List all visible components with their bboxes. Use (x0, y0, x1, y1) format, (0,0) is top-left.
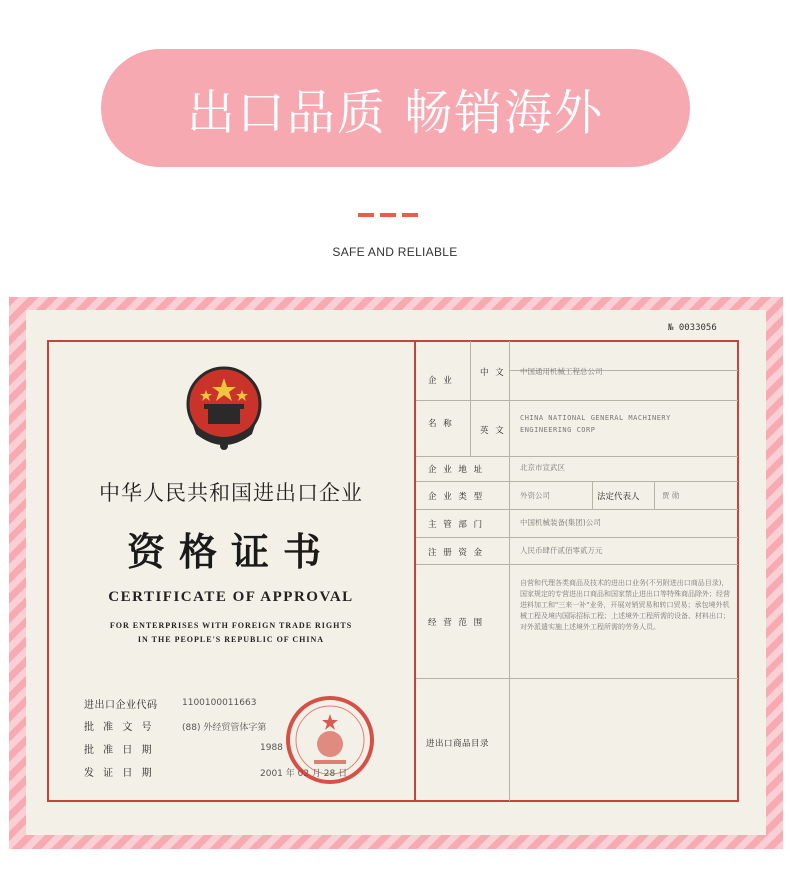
label-catalog: 进出口商品目录 (426, 739, 490, 749)
label-type: 企 业 类 型 (428, 492, 485, 502)
label-cn: 中 文 (480, 368, 506, 378)
field-value-approval-no: (88) 外经贸管体字第 (182, 723, 267, 733)
label-company: 企 业 (428, 376, 454, 386)
label-scope: 经 营 范 围 (428, 618, 485, 628)
table-rule (470, 341, 471, 456)
certificate-title-big: 资格证书 (126, 529, 335, 574)
value-rep: 贾 勋 (662, 491, 680, 500)
value-name-cn: 中国通用机械工程总公司 (520, 367, 603, 376)
tagline: SAFE AND RELIABLE (332, 245, 458, 259)
value-address: 北京市宣武区 (520, 463, 565, 472)
official-seal-icon (284, 694, 376, 786)
field-label-approval-no: 批 准 文 号 (84, 722, 155, 733)
certificate-number: № 0033056 (668, 323, 717, 333)
table-rule (416, 509, 738, 510)
label-capital: 注 册 资 金 (428, 548, 485, 558)
details-table (416, 341, 738, 801)
field-label-code: 进出口企业代码 (84, 700, 158, 711)
table-rule (509, 341, 510, 678)
table-rule (416, 481, 738, 482)
field-label-issue-date: 发 证 日 期 (84, 768, 155, 779)
field-label-approval-date: 批 准 日 期 (84, 745, 155, 756)
field-value-issue-date: 2001 年 02 月 28 日 (260, 769, 348, 779)
headline-text: 出口品质 畅销海外 (186, 84, 605, 141)
label-en: 英 文 (480, 426, 506, 436)
field-value-approval-date: 1988 (260, 743, 283, 753)
certificate-subtitle-en-1: FOR ENTERPRISES WITH FOREIGN TRADE RIGHTS (109, 621, 353, 630)
label-address: 企 业 地 址 (428, 465, 485, 475)
table-rule (592, 481, 593, 509)
table-rule (416, 564, 738, 565)
table-rule (416, 400, 738, 401)
table-rule (416, 537, 738, 538)
national-emblem-icon (178, 362, 270, 454)
value-capital: 人民币肆仟贰佰零贰万元 (520, 546, 603, 555)
certificate-title-cn: 中华人民共和国进出口企业 (99, 481, 363, 505)
label-name: 名 称 (428, 419, 454, 429)
value-name-en: CHINA NATIONAL GENERAL MACHINERY ENGINEERING CORP (520, 414, 671, 434)
value-dept: 中国机械装备(集团)公司 (520, 518, 601, 527)
value-type: 外资公司 (520, 491, 550, 500)
table-rule (509, 678, 510, 801)
label-rep: 法定代表人 (597, 492, 640, 502)
headline-banner (101, 49, 690, 167)
table-rule (416, 678, 738, 679)
table-rule (654, 481, 655, 509)
table-rule (416, 456, 738, 457)
label-dept: 主 管 部 门 (428, 520, 485, 530)
certificate-subtitle-en-2: IN THE PEOPLE'S REPUBLIC OF CHINA (137, 635, 325, 644)
accent-dashes (358, 213, 418, 217)
certificate-title-en: CERTIFICATE OF APPROVAL (108, 589, 354, 605)
field-value-code: 1100100011663 (182, 698, 257, 708)
value-scope: 自营和代理各类商品及技术的进出口业务(不另附进出口商品目录)，国家规定的专营进出口商品和国家禁止进出口等特殊商品除外；经营进料加工和"三来一补"业务，开展对销贸易和转口贸易；承包境外机械工程及境内国际招标工程；上述境外工程所需的设备、材料出口；对外派遣实施上述境外工程所需的劳务人员。 (520, 579, 730, 631)
